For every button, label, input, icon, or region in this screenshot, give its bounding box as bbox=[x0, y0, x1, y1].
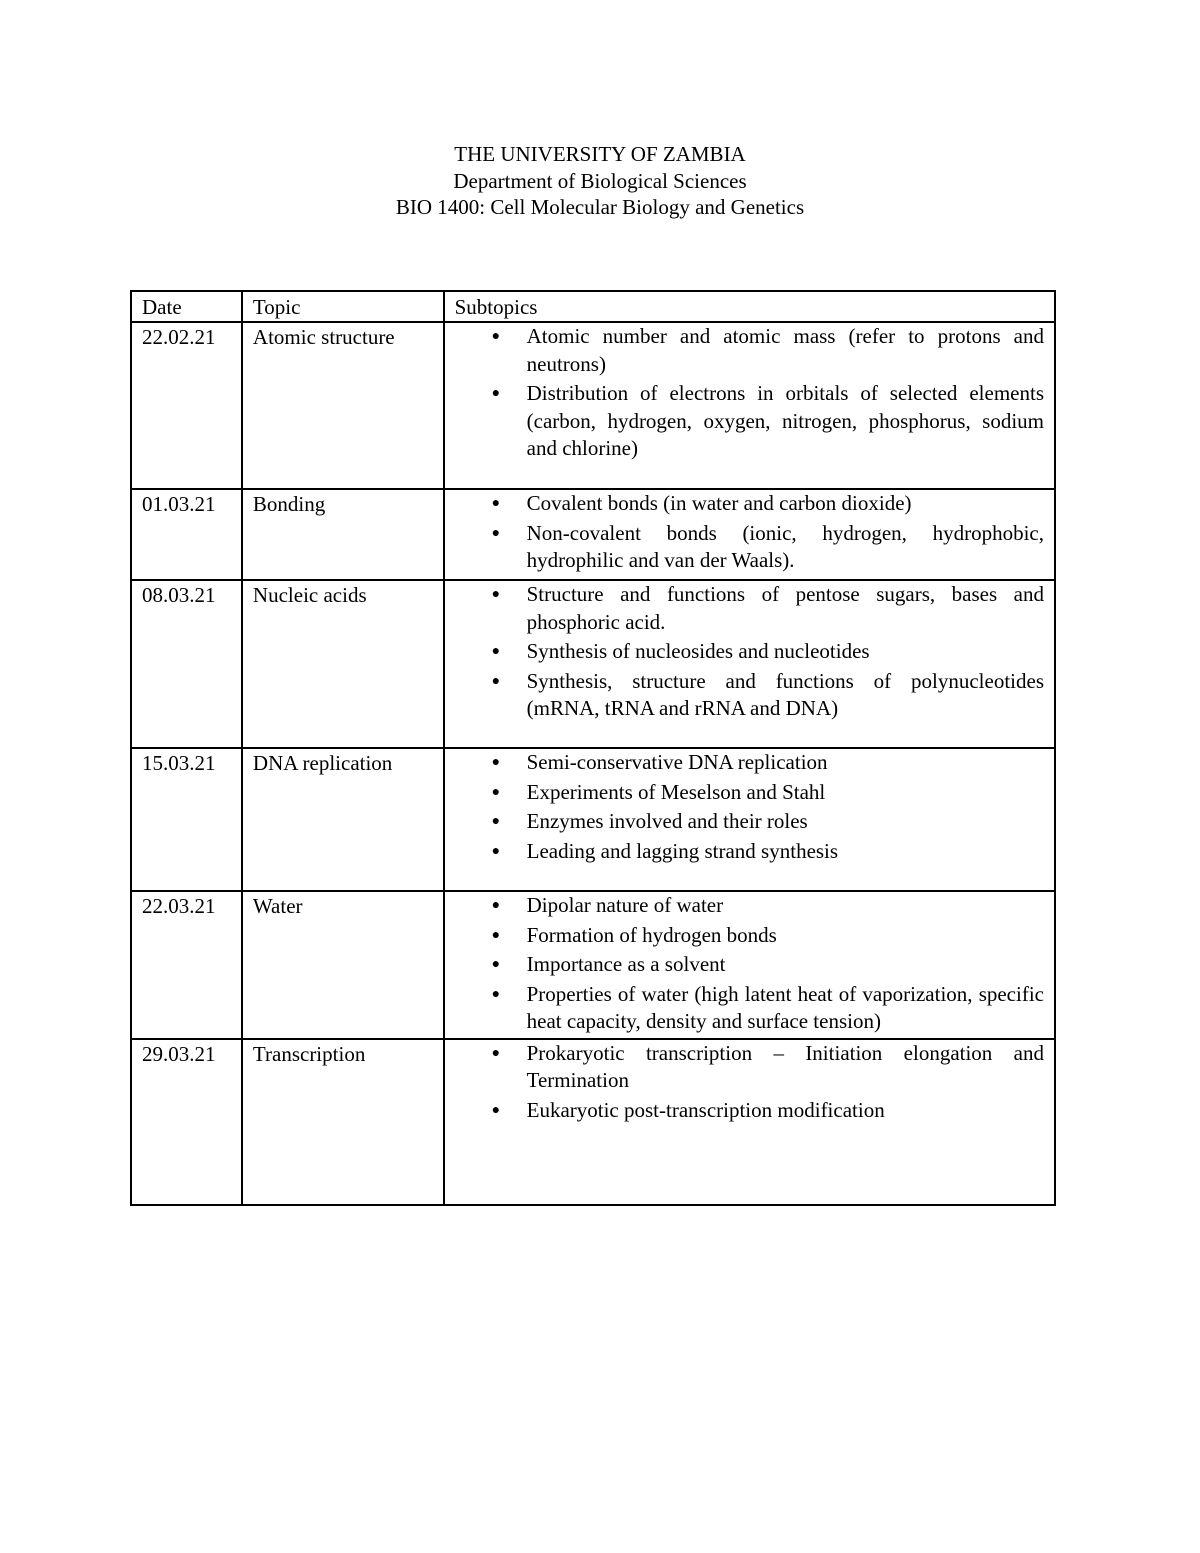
table-row bbox=[131, 322, 1055, 489]
date-cell: 22.03.21 bbox=[131, 891, 242, 1039]
subtopic-item: ● Synthesis of nucleosides and nucleotides bbox=[455, 638, 1044, 666]
date-cell: 01.03.21 bbox=[131, 489, 242, 580]
subtopic-item: ● Synthesis, structure and functions of polynucleotides (mRNA, tRNA and rRNA and DNA) bbox=[491, 668, 1044, 720]
column-header-topic: Topic bbox=[242, 291, 444, 322]
topic-cell: Water bbox=[242, 891, 444, 1039]
subtopic-item: ● Dipolar nature of water bbox=[455, 892, 1044, 920]
topic-cell: DNA replication bbox=[242, 748, 444, 891]
university-name: THE UNIVERSITY OF ZAMBIA bbox=[454, 142, 746, 166]
document-header bbox=[0, 141, 1200, 221]
date-cell: 22.02.21 bbox=[131, 322, 242, 489]
subtopic-item: ● Importance as a solvent bbox=[455, 951, 1044, 979]
topic-cell: Transcription bbox=[242, 1039, 444, 1205]
table-row bbox=[131, 748, 1055, 891]
subtopic-item: ● Eukaryotic post-transcription modification bbox=[455, 1097, 1044, 1125]
table-row bbox=[131, 891, 1055, 1039]
topic-cell: Nucleic acids bbox=[242, 580, 444, 748]
bullet-icon: ● bbox=[491, 1045, 501, 1061]
bullet-icon: ● bbox=[491, 898, 501, 913]
bullet-icon: ● bbox=[491, 496, 501, 511]
subtopics-cell bbox=[444, 1039, 1055, 1205]
bullet-icon: ● bbox=[491, 755, 501, 770]
table-row bbox=[131, 1039, 1055, 1205]
subtopic-list bbox=[455, 1040, 1044, 1125]
subtopic-item: ● Leading and lagging strand synthesis bbox=[455, 838, 1044, 866]
bullet-icon: ● bbox=[491, 525, 501, 541]
subtopic-item: ● Covalent bonds (in water and carbon dioxide) bbox=[455, 490, 1044, 518]
table-row bbox=[131, 580, 1055, 748]
date-cell: 29.03.21 bbox=[131, 1039, 242, 1205]
bullet-icon: ● bbox=[491, 386, 501, 401]
subtopic-list bbox=[455, 749, 1044, 865]
subtopic-item: ● Experiments of Meselson and Stahl bbox=[455, 779, 1044, 807]
bullet-icon: ● bbox=[491, 986, 501, 1002]
course-title: BIO 1400: Cell Molecular Biology and Genetics bbox=[395, 195, 805, 219]
date-cell: 08.03.21 bbox=[131, 580, 242, 748]
column-header-date: Date bbox=[131, 291, 242, 322]
subtopics-cell bbox=[444, 489, 1055, 580]
department-name: Department of Biological Sciences bbox=[453, 168, 747, 193]
subtopic-list bbox=[455, 892, 1044, 1036]
bullet-icon: ● bbox=[491, 784, 501, 800]
date-cell: 15.03.21 bbox=[131, 748, 242, 891]
bullet-icon: ● bbox=[491, 587, 501, 602]
subtopic-item: ● Enzymes involved and their roles bbox=[455, 808, 1044, 836]
bullet-icon: ● bbox=[491, 927, 501, 943]
subtopics-cell bbox=[444, 891, 1055, 1039]
subtopics-cell bbox=[444, 580, 1055, 748]
bullet-icon: ● bbox=[491, 1102, 501, 1118]
subtopic-item: ● Formation of hydrogen bonds bbox=[455, 922, 1044, 950]
bullet-icon: ● bbox=[491, 957, 501, 972]
subtopic-item: ● Distribution of electrons in orbitals of selected elements (carbon, hydrogen, oxygen, nitrogen, phosphorus, sodium and chlorine) bbox=[491, 381, 1044, 460]
bullet-icon: ● bbox=[491, 329, 501, 344]
table-row bbox=[131, 489, 1055, 580]
topic-cell: Atomic structure bbox=[242, 322, 444, 489]
subtopic-item: ● Prokaryotic transcription – Initiation elongation and Termination bbox=[491, 1040, 1044, 1092]
subtopic-item: ● Atomic number and atomic mass (refer to protons and neutrons) bbox=[491, 324, 1044, 376]
subtopic-item: ● Non-covalent bonds (ionic, hydrogen, hydrophobic, hydrophilic and van der Waals). bbox=[491, 520, 1044, 572]
column-header-subtopics: Subtopics bbox=[444, 291, 1055, 322]
subtopics-cell bbox=[444, 322, 1055, 489]
subtopic-list bbox=[455, 581, 1044, 723]
bullet-icon: ● bbox=[491, 814, 501, 829]
subtopic-item: ● Properties of water (high latent heat of vaporization, specific heat capacity, density and surface tension) bbox=[491, 981, 1044, 1033]
bullet-icon: ● bbox=[491, 673, 501, 689]
bullet-icon: ● bbox=[491, 644, 501, 659]
subtopic-list bbox=[455, 323, 1044, 463]
topic-cell: Bonding bbox=[242, 489, 444, 580]
subtopic-list bbox=[455, 490, 1044, 575]
bullet-icon: ● bbox=[491, 843, 501, 859]
subtopics-cell bbox=[444, 748, 1055, 891]
course-schedule-table bbox=[130, 290, 1056, 1206]
subtopic-item: ● Semi-conservative DNA replication bbox=[455, 749, 1044, 777]
table-header-row bbox=[131, 291, 1055, 322]
subtopic-item: ● Structure and functions of pentose sugars, bases and phosphoric acid. bbox=[491, 582, 1044, 634]
